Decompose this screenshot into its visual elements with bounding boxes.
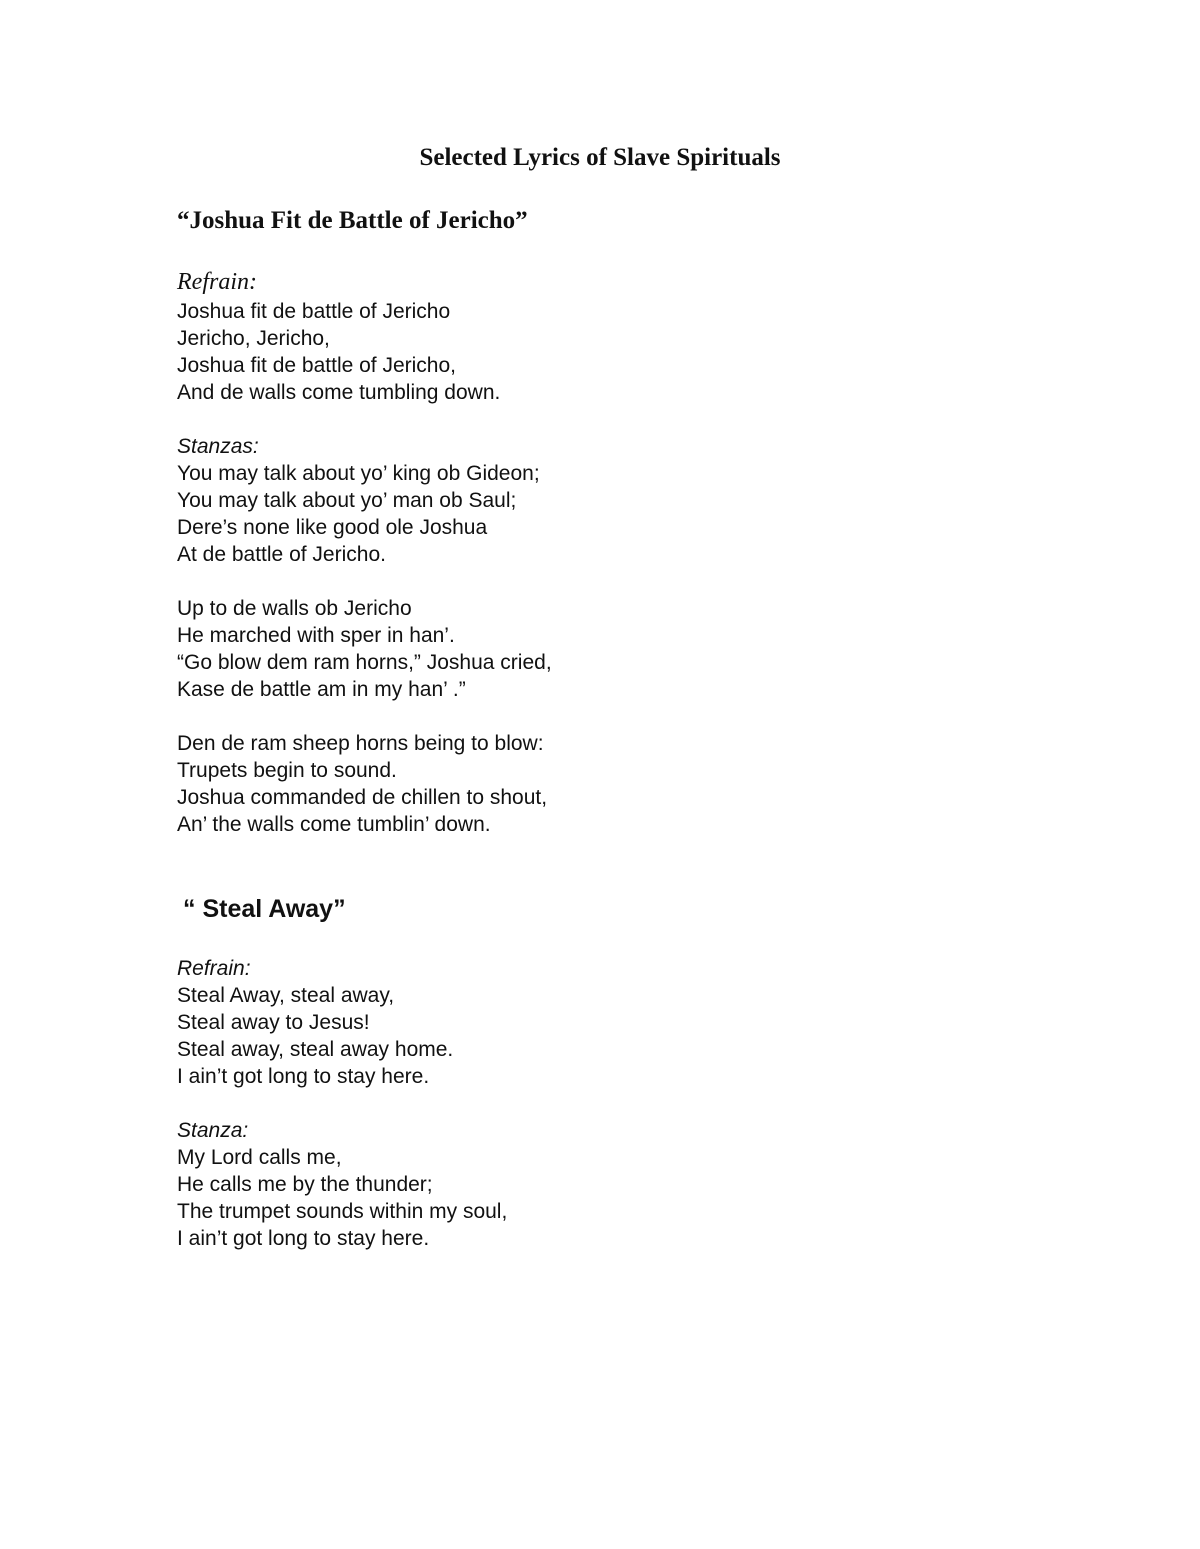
lyric-line: Joshua fit de battle of Jericho, [177,354,456,377]
lyric-line: He calls me by the thunder; [177,1173,433,1196]
stanza-lyrics [177,460,540,568]
document-title: Selected Lyrics of Slave Spirituals [419,144,781,171]
lyric-line: Steal Away, steal away, [177,984,395,1007]
lyric-line: He marched with sper in han’. [177,624,455,647]
lyric-line: You may talk about yo’ king ob Gideon; [177,462,540,485]
lyric-line: An’ the walls come tumblin’ down. [177,813,491,836]
stanza-lyrics [177,1144,507,1252]
lyric-line: Den de ram sheep horns being to blow: [177,732,544,755]
lyric-line: I ain’t got long to stay here. [177,1227,430,1250]
refrain-lyrics [177,298,500,406]
lyric-line: You may talk about yo’ man ob Saul; [177,489,517,512]
lyric-line: Steal away, steal away home. [177,1038,454,1061]
lyric-line: Dere’s none like good ole Joshua [177,516,488,539]
lyric-line: “Go blow dem ram horns,” Joshua cried, [177,651,552,674]
refrain-heading: Refrain: [177,957,251,980]
song-title-joshua: “Joshua Fit de Battle of Jericho” [177,207,528,234]
refrain-lyrics [177,982,453,1090]
lyric-line: The trumpet sounds within my soul, [177,1200,508,1223]
lyric-line: Joshua fit de battle of Jericho [177,300,451,323]
lyric-line: I ain’t got long to stay here. [177,1065,430,1088]
lyric-line: At de battle of Jericho. [177,543,386,566]
lyric-line: Joshua commanded de chillen to shout, [177,786,548,809]
stanza-lyrics [177,730,547,838]
song-title-steal-away: “ Steal Away” [183,895,346,923]
lyric-line: Steal away to Jesus! [177,1011,370,1034]
refrain-heading: Refrain: [177,269,257,295]
lyric-line: Jericho, Jericho, [177,327,330,350]
stanza-heading: Stanza: [177,1119,249,1142]
lyric-line: And de walls come tumbling down. [177,381,501,404]
lyric-line: Up to de walls ob Jericho [177,597,412,620]
lyric-line: Kase de battle am in my han’ .” [177,678,466,701]
stanzas-heading: Stanzas: [177,435,259,458]
stanza-lyrics [177,595,552,703]
lyric-line: My Lord calls me, [177,1146,342,1169]
lyric-line: Trupets begin to sound. [177,759,397,782]
